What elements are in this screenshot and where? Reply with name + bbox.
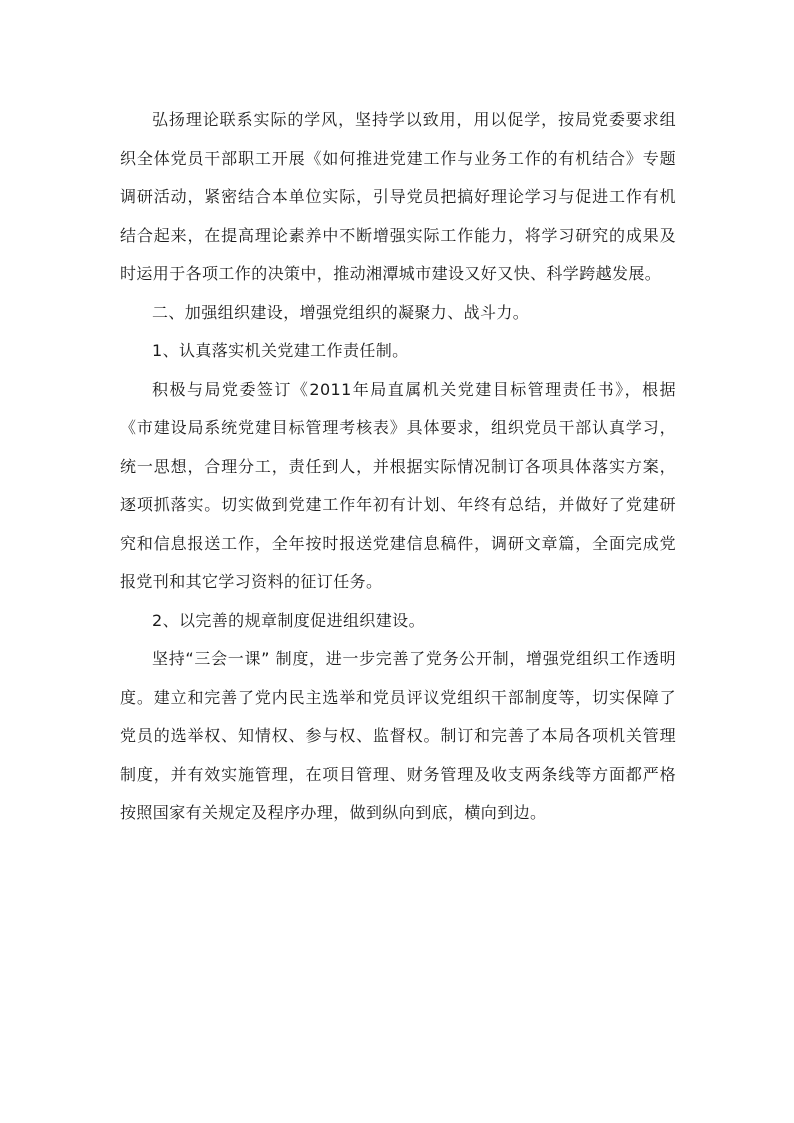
paragraph-rules: 坚持“三会一课” 制度，进一步完善了党务公开制，增强党组织工作透明度。建立和完善了党内民主选举和党员评议党组织干部制度等，切实保障了党员的选举权、知情权、参与权、监督权。制订和完善了本局各项机关管理制度，并有效实施管理，在项目管理、财务管理及收支两条线等方面都严格按照国家有关规定及程序办理，做到纵向到底，横向到边。 — [120, 649, 676, 822]
subheading-rules: 2、以完善的规章制度促进组织建设。 — [152, 610, 425, 630]
paragraph-study-style: 弘扬理论联系实际的学风，坚持学以致用，用以促学，按局党委要求组织全体党员干部职工开展《如何推进党建工作与业务工作的有机结合》专题调研活动，紧密结合本单位实际，引导党员把搞好理论学习与促进工作有机结合起来，在提高理论素养中不断增强实际工作能力，将学习研究的成果及时运用于各项工作的决策中，推动湘潭城市建设又好又快、科学跨越发展。 — [120, 110, 676, 283]
document-body — [120, 101, 676, 833]
paragraph-responsibility: 积极与局党委签订《2011年局直属机关党建目标管理责任书》，根据《市建设局系统党建目标管理考核表》具体要求，组织党员干部认真学习，统一思想，合理分工，责任到人，并根据实际情况制订各项具体落实方案，逐项抓落实。切实做到党建工作年初有计划、年终有总结，并做好了党建研究和信息报送工作，全年按时报送党建信息稿件，调研文章篇，全面完成党报党刊和其它学习资料的征订任务。 — [120, 379, 676, 591]
subheading-responsibility: 1、认真落实机关党建工作责任制。 — [152, 341, 409, 360]
section-heading-organization: 二、加强组织建设，增强党组织的凝聚力、战斗力。 — [152, 302, 530, 322]
